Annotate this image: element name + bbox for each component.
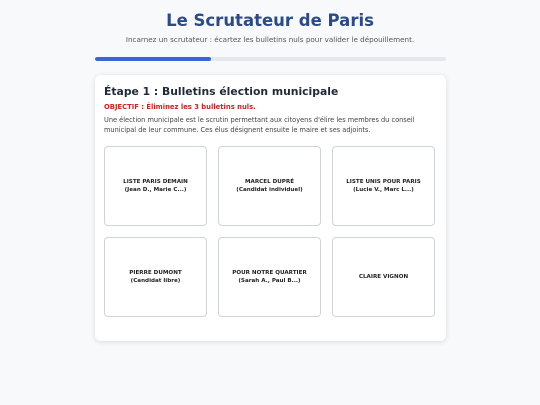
page-subtitle: Incarnez un scrutateur : écartez les bulletins nuls pour valider le dépouillement. <box>125 35 415 44</box>
ballot-name: LISTE UNIS POUR PARIS <box>346 179 421 185</box>
ballot-name: CLAIRE VIGNON <box>358 274 409 280</box>
ballot-candidates: (Candidat libre) <box>130 278 181 284</box>
ballot-card[interactable] <box>104 237 207 317</box>
ballot-card[interactable] <box>218 146 321 226</box>
ballot-candidates: (Candidat individuel) <box>236 187 303 193</box>
ballot-candidates: (Jean D., Marie C...) <box>124 187 187 193</box>
ballot-card[interactable] <box>332 237 435 317</box>
ballot-card[interactable] <box>332 146 435 226</box>
ballot-candidates: (Lucie V., Marc L...) <box>353 187 414 193</box>
progress-bar <box>95 57 446 61</box>
ballot-card[interactable] <box>104 146 207 226</box>
step-title: Étape 1 : Bulletins élection municipale <box>104 85 339 98</box>
ballot-name: LISTE PARIS DEMAIN <box>123 179 188 185</box>
step-card <box>95 75 446 341</box>
step-description: Une élection municipale est le scrutin permettant aux citoyens d'élire les membres du conseil municipal de leur commune. Ces élus désignent ensuite le maire et ses adjoints. <box>104 116 415 134</box>
ballot-candidates: (Sarah A., Paul B...) <box>238 278 301 284</box>
ballot-name: POUR NOTRE QUARTIER <box>232 270 307 276</box>
ballot-card[interactable] <box>218 237 321 317</box>
ballot-name: PIERRE DUMONT <box>129 270 182 276</box>
ballot-name: MARCEL DUPRÉ <box>244 179 295 185</box>
progress-bar-fill <box>95 57 211 61</box>
page-title: Le Scrutateur de Paris <box>166 11 374 30</box>
step-objective: OBJECTIF : Éliminez les 3 bulletins nuls. <box>104 103 256 111</box>
